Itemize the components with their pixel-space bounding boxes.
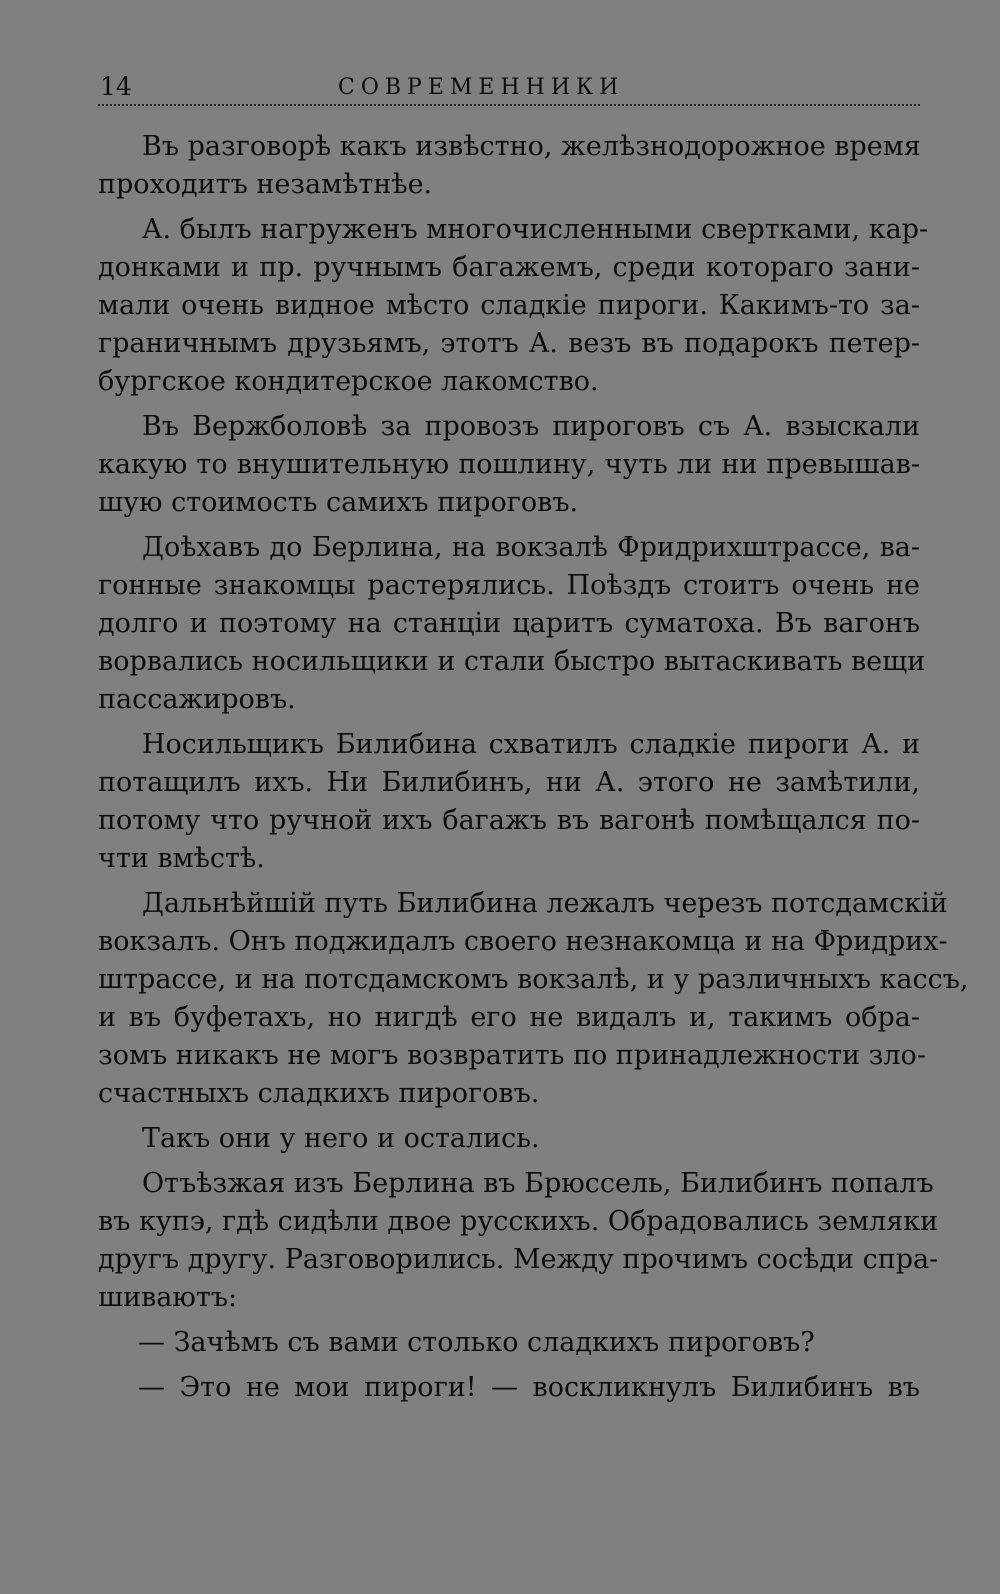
header-rule [98, 104, 920, 106]
text-line: зомъ никакъ не могъ возвратить по принадлежности зло- [98, 1040, 926, 1071]
text-line: бургское кондитерское лакомство. [98, 366, 599, 397]
text-line: другъ другу. Разговорились. Между прочимъ сосѣди спра- [98, 1244, 939, 1275]
text-line: мали очень видное мѣсто сладкіе пироги. Какимъ-то за- [98, 290, 920, 321]
text-line: въ купэ, гдѣ сидѣли двое русскихъ. Обрадовались земляки [98, 1206, 939, 1237]
text-line: Доѣхавъ до Берлина, на вокзалѣ Фридрихштрассе, ва- [142, 532, 920, 563]
text-body [98, 128, 969, 1414]
text-line: Такъ они у него и остались. [142, 1123, 540, 1154]
text-line: донками и пр. ручнымъ багажемъ, среди котораго зани- [98, 252, 920, 283]
paragraph [98, 529, 926, 719]
running-title: СОВРЕМЕННИКИ [338, 75, 625, 100]
text-line: счастныхъ сладкихъ пироговъ. [98, 1078, 540, 1109]
text-line: Въ разговорѣ какъ извѣстно, желѣзнодорожное время [142, 131, 921, 162]
paragraph [98, 408, 920, 522]
text-line: чти вмѣстѣ. [98, 843, 265, 874]
text-line: шую стоимость самихъ пироговъ. [98, 487, 579, 518]
paragraph [98, 1120, 920, 1158]
paragraph [98, 1165, 939, 1317]
text-line: Дальнѣйшій путь Билибина лежалъ черезъ потсдамскій [142, 888, 948, 919]
text-line: долго и поэтому на станціи царитъ суматоха. Въ вагонъ [98, 608, 920, 639]
text-line: потому что ручной ихъ багажъ въ вагонѣ помѣщался по- [98, 805, 920, 836]
paragraph [98, 211, 929, 401]
text-line: Отъѣзжая изъ Берлина въ Брюссель, Билибинъ попалъ [142, 1168, 934, 1199]
paragraph [98, 128, 920, 204]
text-line: граничнымъ друзьямъ, этотъ А. везъ въ подарокъ петер- [98, 328, 920, 359]
text-line: вокзалъ. Онъ поджидалъ своего незнакомца и на Фридрих- [98, 926, 948, 957]
paragraph [98, 726, 920, 878]
text-line: шиваютъ: [98, 1282, 238, 1313]
text-line: Въ Вержболовѣ за провозъ пироговъ съ А. взыскали [142, 411, 920, 442]
text-line: — Это не мои пироги! — воскликнулъ Билибинъ въ [138, 1372, 920, 1403]
page-number: 14 [100, 72, 132, 101]
paragraph [98, 1369, 920, 1407]
text-line: ворвались носильщики и стали быстро вытаскивать вещи [98, 646, 926, 677]
text-line: потащилъ ихъ. Ни Билибинъ, ни А. этого не замѣтили, [98, 767, 920, 798]
text-line: и въ буфетахъ, но нигдѣ его не видалъ и, такимъ обра- [98, 1002, 920, 1033]
paragraph [98, 885, 969, 1113]
text-line: А. былъ нагруженъ многочисленными свертками, кар- [142, 214, 929, 245]
text-line: штрассе, и на потсдамскомъ вокзалѣ, и у различныхъ кассъ, [98, 964, 969, 995]
page-header [98, 72, 920, 106]
text-line: гонные знакомцы растерялись. Поѣздъ стоитъ очень не [98, 570, 920, 601]
text-line: Носильщикъ Билибина схватилъ сладкіе пироги А. и [142, 729, 920, 760]
paragraph [98, 1324, 920, 1362]
text-line: — Зачѣмъ съ вами столько сладкихъ пироговъ? [138, 1327, 815, 1358]
text-line: проходитъ незамѣтнѣе. [98, 169, 433, 200]
text-line: пассажировъ. [98, 684, 296, 715]
text-line: какую то внушительную пошлину, чуть ли ни превышав- [98, 449, 920, 480]
